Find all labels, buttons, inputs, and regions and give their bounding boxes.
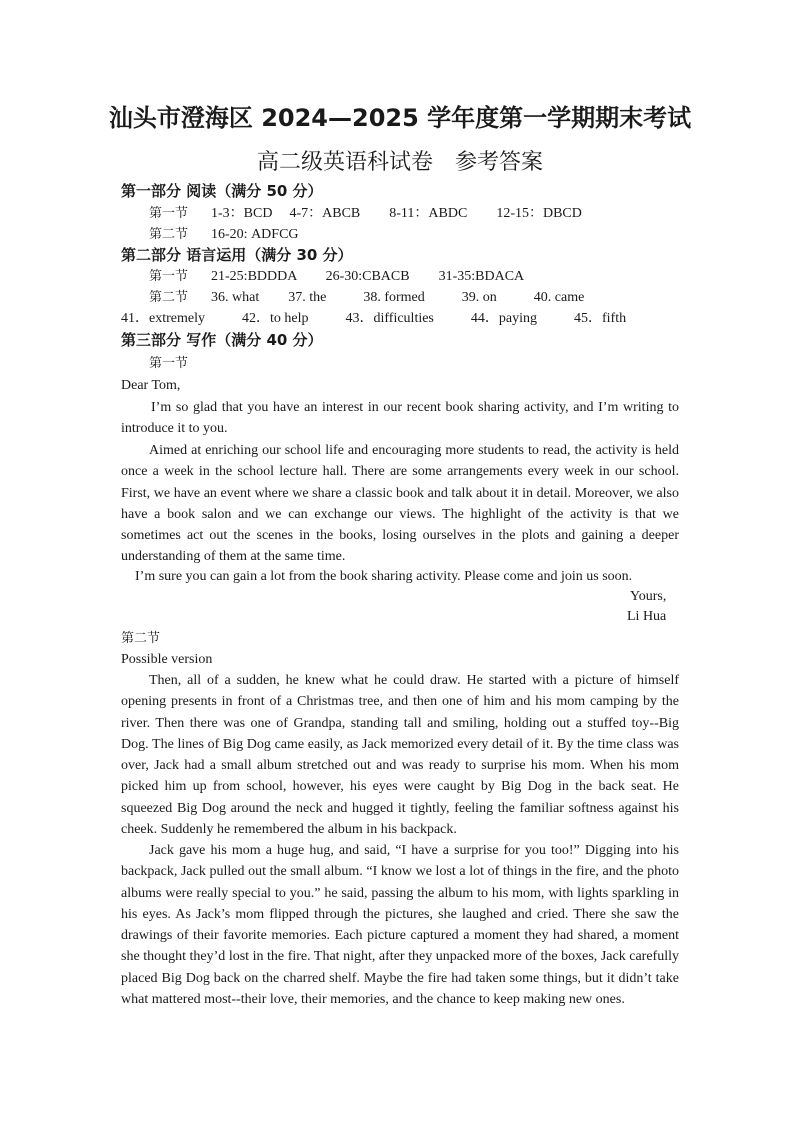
part2-section2-row2 [121, 310, 626, 328]
answer-group: 16-20: ADFCG [211, 227, 299, 242]
part1-section1-row [149, 205, 582, 223]
section-label: 第二节 [149, 290, 189, 305]
answer-group: 4-7：ABCB [289, 206, 361, 221]
part2-heading: 第二部分 语言运用（满分 30 分） [121, 246, 353, 264]
part3-section1-label: 第一节 [149, 356, 189, 371]
answer-group: 26-30:CBACB [325, 269, 410, 284]
part3-section2-label: 第二节 [121, 631, 161, 646]
answer-item: 42．to help [241, 311, 309, 326]
answer-item: 44．paying [470, 311, 537, 326]
letter-closing: Yours, [630, 589, 667, 604]
answer-group: 1-3：BCD [211, 206, 273, 221]
part1-section2-row [149, 226, 299, 244]
answer-item: 38. formed [363, 290, 425, 305]
answer-item: 40. came [533, 290, 585, 305]
answer-group: 8-11：ABDC [389, 206, 468, 221]
part2-section1-row [149, 268, 524, 286]
part3-heading: 第三部分 写作（满分 40 分） [121, 331, 323, 349]
letter-greeting: Dear Tom, [121, 378, 181, 393]
exam-title: 汕头市澄海区 2024—2025 学年度第一学期期末考试 [108, 104, 692, 132]
answer-group: 12-15：DBCD [496, 206, 582, 221]
letter-paragraph-1: I’m so glad that you have an interest in our recent book sharing activity, and I’m writing to introduce it to you. [121, 400, 679, 437]
letter-signature: Li Hua [627, 609, 667, 624]
section-label: 第一节 [149, 206, 189, 221]
answer-key-subtitle: 高二级英语科试卷 参考答案 [256, 150, 543, 175]
answer-item: 36. what [211, 290, 260, 305]
answer-item: 37. the [288, 290, 327, 305]
story-paragraph-2: Jack gave his mom a huge hug, and said, “I have a surprise for you too!” Digging into his backpack, Jack pulled out the small album. “I know we lost a lot of things in the fire, and the photo albums were really special to you.” he said, passing the album to his mom, with lights sparkling in his eyes. As Jack’s mom flipped through the pictures, she laughed and cried. There she saw the drawings of their favorite memories. Each picture captured a moment they had shared, a moment she thought they’d lost in the fire. That night, after they unpacked more of the boxes, Jack carefully placed Big Dog back on the charred shelf. Maybe the fire had taken some things, but it didn’t take what mattered most--their love, their memories, and the chance to keep making new ones. [121, 843, 679, 1008]
letter-paragraph-2: Aimed at enriching our school life and encouraging more students to read, the activity is held once a week in the school lecture hall. There are some arrangements every week in our school. First, we have an event where we share a classic book and talk about it in detail. Moreover, we also have a book salon and we can exchange our views. The highlight of the activity is that we sometimes act out the scenes in the books, losing ourselves in the plots and gaining a deeper understanding of them at the same time. [121, 443, 679, 565]
answer-group: 31-35:BDACA [438, 269, 525, 284]
letter-paragraph-3: I’m sure you can gain a lot from the book sharing activity. Please come and join us soon. [135, 569, 633, 584]
part2-section2-row [149, 289, 584, 307]
section-label: 第二节 [149, 227, 189, 242]
answer-item: 41．extremely [121, 311, 205, 326]
answer-item: 45．fifth [574, 311, 627, 326]
part1-heading: 第一部分 阅读（满分 50 分） [121, 182, 323, 200]
answer-item: 39. on [461, 290, 497, 305]
story-paragraph-1: Then, all of a sudden, he knew what he could draw. He started with a picture of himself opening presents in front of a Christmas tree, and then one of him and his mom camping by the river. Then there was one of Grandpa, standing tall and smiling, holding out a stuffed toy--Big Dog. The lines of Big Dog came easily, as Jack memorized every detail of it. By the time class was over, Jack had a small album stretched out and was ready to surprise his mom. When his mom picked him up from school, however, his eyes were caught by Big Dog in the back seat. He squeezed Big Dog around the neck and hugged it tightly, feeling the familiar softness against his cheek. Suddenly he remembered the album in his backpack. [121, 673, 679, 838]
section-label: 第一节 [149, 269, 189, 284]
answer-group: 21-25:BDDDA [211, 269, 297, 284]
answer-item: 43．difficulties [345, 311, 434, 326]
possible-version-label: Possible version [121, 652, 213, 667]
